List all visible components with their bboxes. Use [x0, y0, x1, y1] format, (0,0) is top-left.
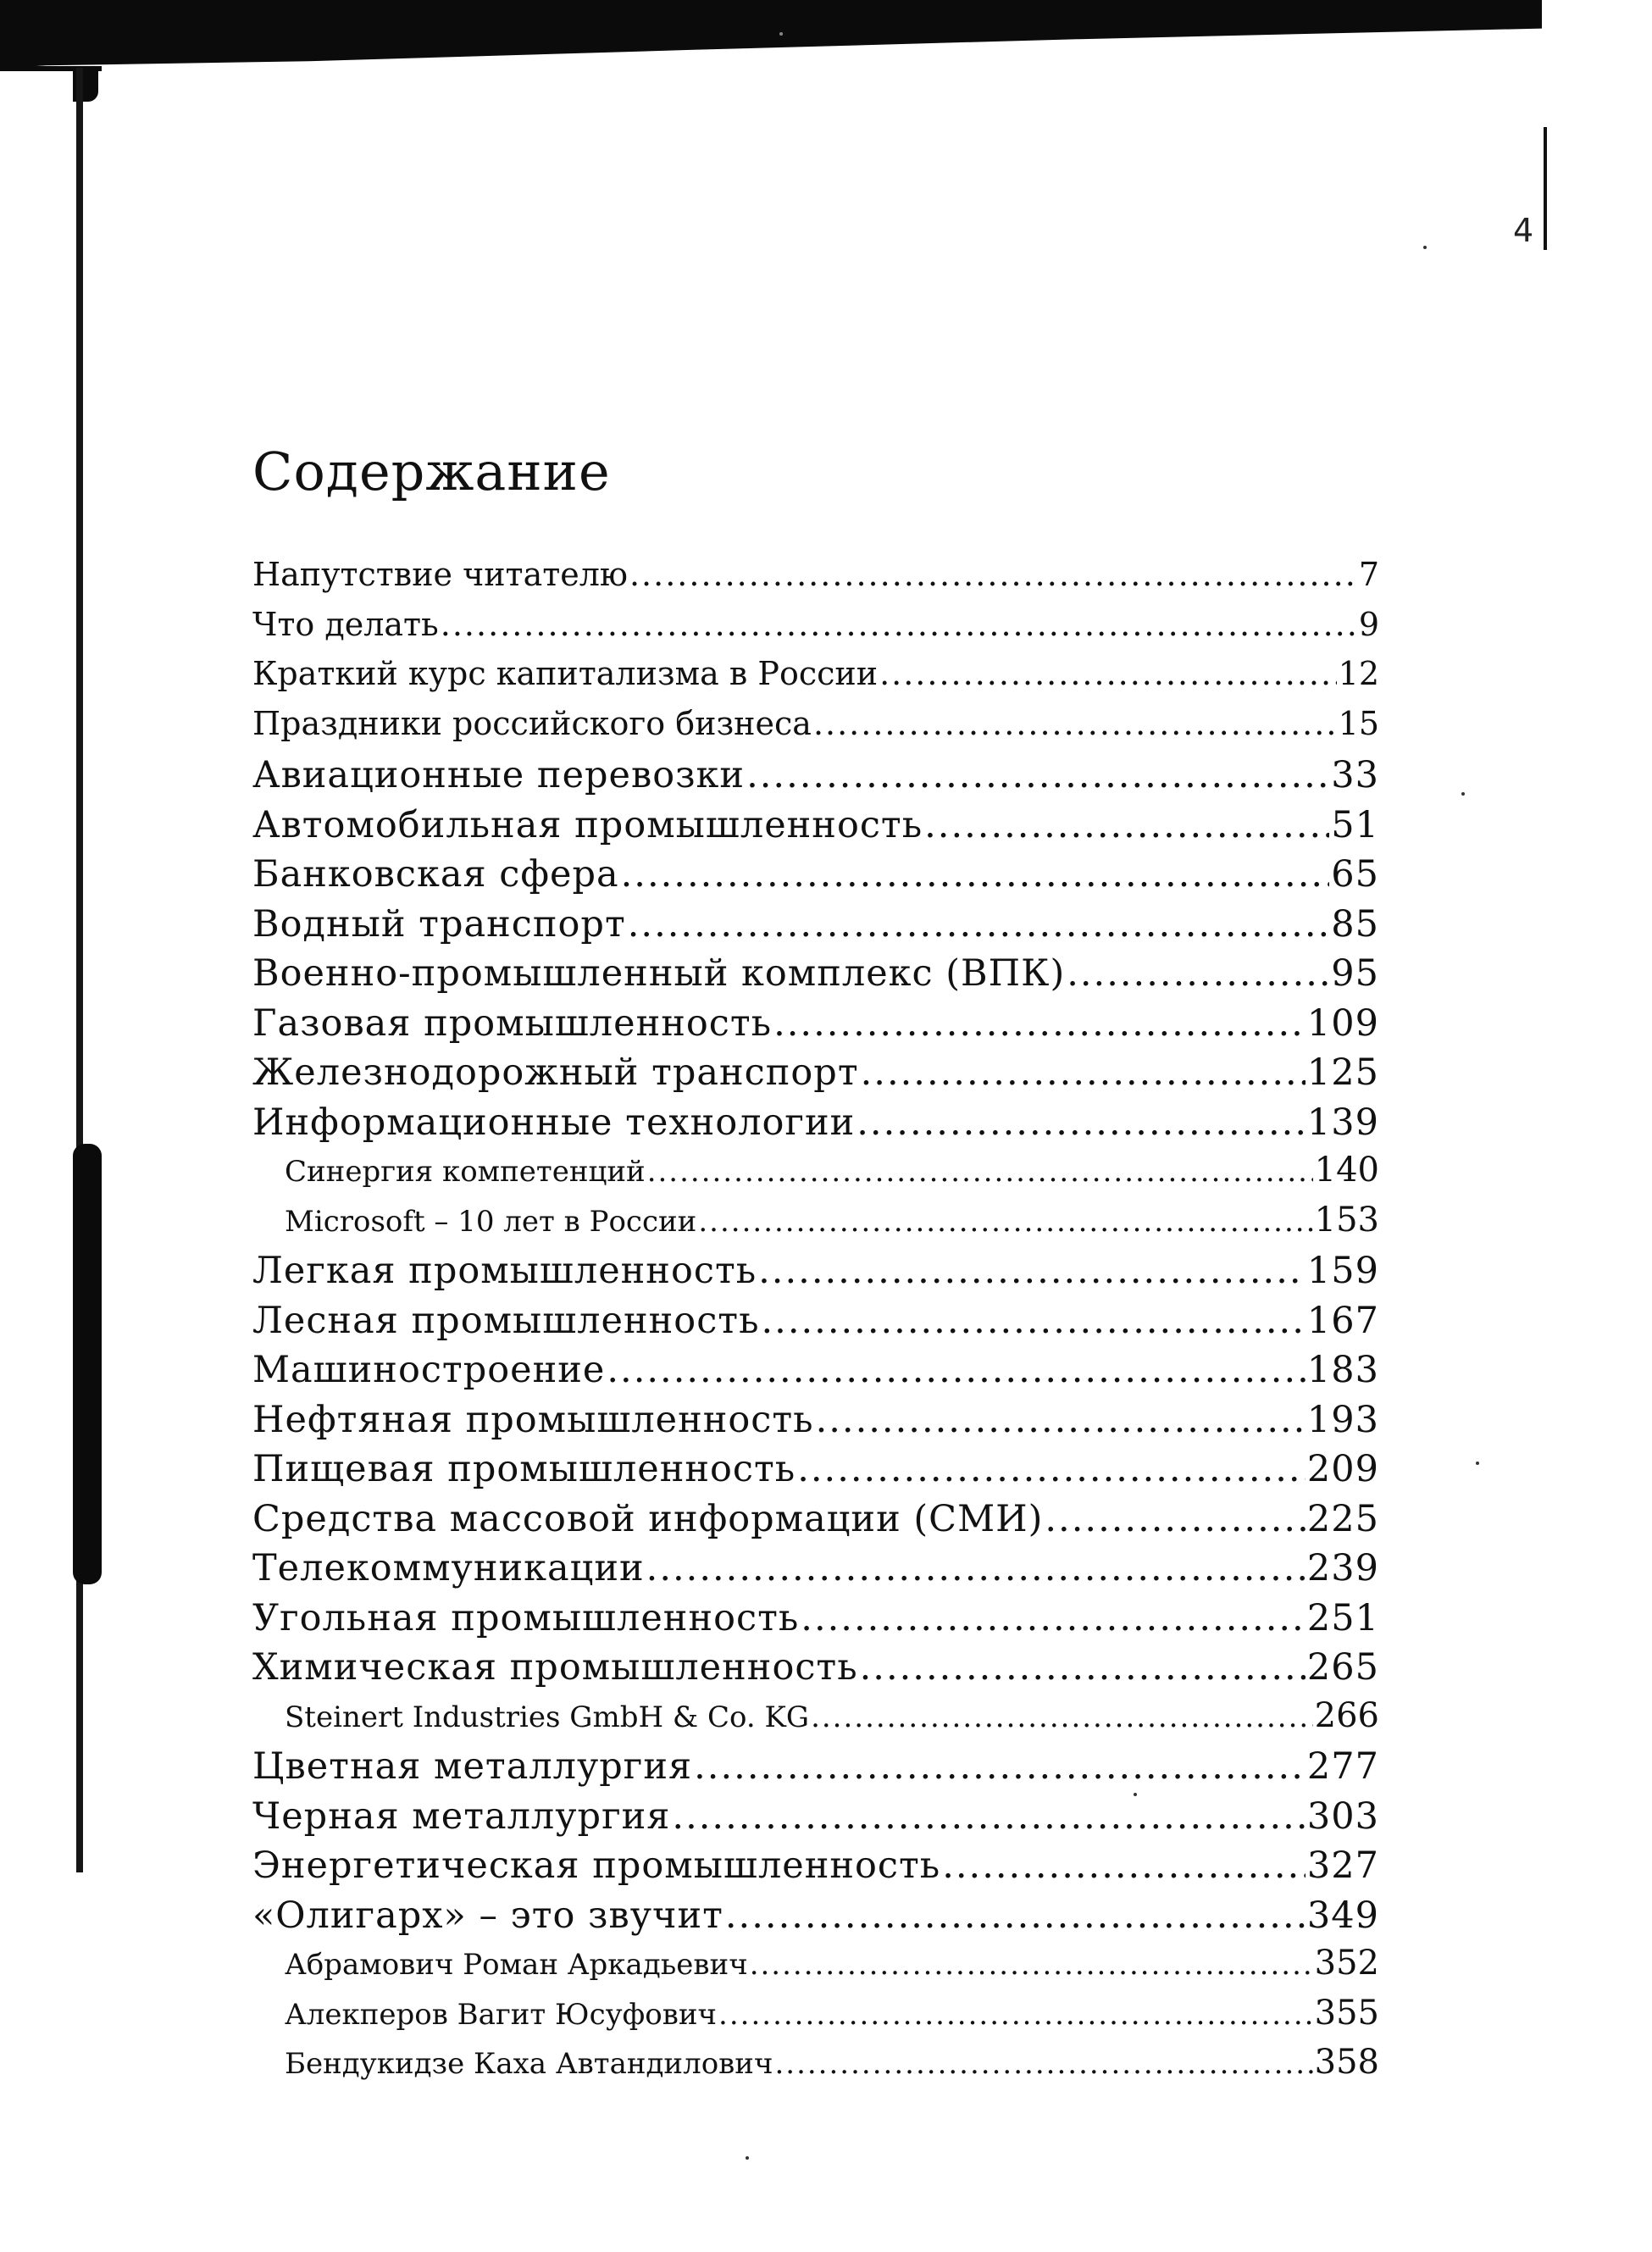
toc-entry-page: 95	[1331, 952, 1379, 995]
toc-dot-leader	[628, 903, 1330, 946]
scan-speck	[1423, 246, 1427, 249]
toc-dot-leader	[761, 1300, 1305, 1342]
toc-dot-leader	[694, 1745, 1306, 1788]
toc-entry	[252, 1894, 1379, 1944]
toc-entry	[252, 1349, 1379, 1399]
toc-entry-title: Водный транспорт	[252, 902, 626, 946]
toc-entry-page: 266	[1314, 1695, 1379, 1735]
toc-dot-leader	[672, 1795, 1306, 1838]
toc-entry-title: Пищевая промышленность	[252, 1448, 796, 1490]
toc-entry-title: Железнодорожный транспорт	[252, 1051, 859, 1094]
toc-entry	[252, 804, 1379, 854]
toc-entry-page: 153	[1314, 1200, 1379, 1240]
toc-dot-leader	[746, 754, 1329, 796]
toc-entry-title: Что делать	[252, 605, 439, 643]
toc-dot-leader	[698, 1205, 1312, 1239]
toc-entry-page: 327	[1306, 1844, 1379, 1887]
toc-entry-title: Средства массовой информации (СМИ)	[252, 1497, 1044, 1540]
toc-entry-page: 209	[1306, 1448, 1379, 1490]
toc-entry-title: Военно-промышленный комплекс (ВПК)	[252, 952, 1066, 995]
toc-dot-leader	[860, 1646, 1306, 1689]
toc-entry-page: 352	[1314, 1944, 1379, 1983]
toc-entry-title: Напутствие читателю	[252, 556, 628, 593]
toc-entry-title: Машиностроение	[252, 1349, 606, 1391]
toc-entry-page: 167	[1306, 1299, 1379, 1342]
toc-entry	[252, 903, 1379, 953]
toc-entry-page: 225	[1306, 1497, 1379, 1540]
toc-entry-page: 7	[1358, 556, 1379, 593]
toc-entry-page: 125	[1306, 1051, 1379, 1094]
toc-dot-leader	[607, 1349, 1306, 1391]
toc-entry	[252, 1547, 1379, 1597]
toc-dot-leader	[718, 1998, 1313, 2032]
toc-entry-page: 159	[1306, 1250, 1379, 1292]
toc-entry	[252, 2043, 1379, 2093]
toc-entry-title: Синергия компетенций	[285, 1155, 646, 1189]
toc-dot-leader	[621, 853, 1330, 896]
toc-dot-leader	[758, 1250, 1306, 1292]
toc-entry	[252, 655, 1379, 705]
toc-entry	[252, 1844, 1379, 1894]
toc-entry-page: 9	[1358, 605, 1379, 643]
toc-entry	[252, 1795, 1379, 1845]
toc-entry	[252, 1745, 1379, 1795]
page-title: Содержание	[252, 441, 611, 502]
scan-left-border	[76, 68, 83, 1872]
toc-entry	[252, 1101, 1379, 1151]
toc-entry	[252, 1994, 1379, 2044]
toc-entry-title: Энергетическая промышленность	[252, 1844, 941, 1887]
scan-speck	[1461, 792, 1465, 796]
page-number: 4	[1513, 212, 1534, 249]
toc-entry	[252, 1646, 1379, 1696]
toc-dot-leader	[773, 1002, 1306, 1045]
toc-entry-page: 303	[1306, 1794, 1379, 1838]
toc-dot-leader	[942, 1844, 1306, 1887]
toc-entry	[252, 1300, 1379, 1350]
toc-entry	[252, 705, 1379, 755]
toc-dot-leader	[861, 1051, 1306, 1094]
scan-speck	[779, 32, 783, 36]
toc-entry	[252, 1448, 1379, 1498]
toc-entry-page: 12	[1338, 655, 1379, 692]
toc-dot-leader	[441, 606, 1357, 643]
toc-entry-page: 355	[1314, 1993, 1379, 2033]
toc-dot-leader	[924, 804, 1329, 846]
toc-entry	[252, 1498, 1379, 1548]
toc-dot-leader	[629, 556, 1357, 593]
toc-entry-title: Легкая промышленность	[252, 1250, 757, 1292]
scan-speck	[746, 2156, 749, 2160]
toc-entry-page: 251	[1306, 1596, 1379, 1639]
toc-dot-leader	[879, 655, 1337, 692]
toc-entry-title: Информационные технологии	[252, 1101, 856, 1144]
toc-entry	[252, 754, 1379, 804]
toc-entry	[252, 853, 1379, 903]
toc-entry-page: 277	[1306, 1745, 1379, 1788]
table-of-contents	[252, 556, 1379, 2093]
toc-entry-title: Цветная металлургия	[252, 1745, 693, 1788]
toc-entry	[252, 1399, 1379, 1449]
toc-dot-leader	[774, 2047, 1312, 2081]
toc-entry-page: 358	[1314, 2043, 1379, 2082]
toc-entry-title: Газовая промышленность	[252, 1001, 773, 1045]
toc-entry	[252, 556, 1379, 606]
scan-top-border	[0, 0, 1542, 71]
toc-entry-page: 239	[1306, 1547, 1379, 1589]
toc-entry	[252, 952, 1379, 1002]
toc-entry-page: 109	[1306, 1001, 1379, 1045]
scan-speck	[1476, 1462, 1479, 1465]
toc-dot-leader	[797, 1448, 1306, 1490]
toc-entry-page: 193	[1306, 1398, 1379, 1441]
toc-entry-title: Автомобильная промышленность	[252, 803, 923, 846]
toc-entry	[252, 1201, 1379, 1251]
toc-entry-page: 140	[1314, 1151, 1379, 1190]
toc-entry-page: 15	[1338, 704, 1379, 742]
toc-entry	[252, 1002, 1379, 1052]
toc-entry-page: 349	[1306, 1894, 1379, 1937]
toc-entry	[252, 1151, 1379, 1201]
toc-dot-leader	[813, 705, 1337, 742]
toc-entry-title: Телекоммуникации	[252, 1547, 645, 1589]
toc-dot-leader	[646, 1547, 1306, 1589]
toc-dot-leader	[750, 1948, 1313, 1982]
toc-dot-leader	[1067, 952, 1329, 995]
toc-entry-page: 265	[1306, 1646, 1379, 1689]
toc-entry-title: Steinert Industries GmbH & Co. KG	[285, 1700, 810, 1734]
toc-dot-leader	[811, 1700, 1313, 1734]
toc-entry	[252, 1250, 1379, 1300]
toc-entry-page: 139	[1306, 1101, 1379, 1144]
toc-entry	[252, 1597, 1379, 1647]
toc-entry-title: Химическая промышленность	[252, 1646, 858, 1689]
toc-dot-leader	[647, 1155, 1313, 1189]
toc-entry-page: 65	[1331, 853, 1379, 896]
toc-entry-title: Авиационные перевозки	[252, 754, 746, 796]
toc-dot-leader	[801, 1597, 1306, 1639]
toc-entry	[252, 1696, 1379, 1746]
toc-dot-leader	[856, 1101, 1306, 1144]
toc-entry-title: Microsoft – 10 лет в России	[285, 1204, 697, 1239]
toc-entry-title: Алекперов Вагит Юсуфович	[285, 1997, 718, 2032]
toc-entry	[252, 1051, 1379, 1101]
toc-entry	[252, 1944, 1379, 1994]
toc-entry-page: 51	[1331, 803, 1379, 846]
toc-entry	[252, 606, 1379, 656]
toc-entry-title: Краткий курс капитализма в России	[252, 655, 879, 692]
toc-entry-title: Бендукидзе Каха Автандилович	[285, 2047, 773, 2081]
toc-entry-page: 33	[1331, 754, 1379, 796]
toc-entry-page: 183	[1306, 1349, 1379, 1391]
toc-entry-title: Абрамович Роман Аркадьевич	[285, 1948, 748, 1982]
toc-entry-title: Черная металлургия	[252, 1794, 671, 1838]
toc-entry-page: 85	[1331, 902, 1379, 946]
toc-entry-title: «Олигарх» – это звучит	[252, 1894, 723, 1937]
toc-entry-title: Праздники российского бизнеса	[252, 704, 812, 742]
toc-entry-title: Нефтяная промышленность	[252, 1398, 814, 1441]
scan-right-mark	[1544, 127, 1547, 250]
toc-dot-leader	[816, 1399, 1306, 1441]
toc-dot-leader	[725, 1894, 1306, 1937]
toc-dot-leader	[1045, 1498, 1306, 1540]
scan-left-smudge	[73, 1144, 102, 1584]
toc-entry-title: Лесная промышленность	[252, 1299, 760, 1342]
toc-entry-title: Банковская сфера	[252, 853, 619, 896]
toc-entry-title: Угольная промышленность	[252, 1596, 800, 1639]
